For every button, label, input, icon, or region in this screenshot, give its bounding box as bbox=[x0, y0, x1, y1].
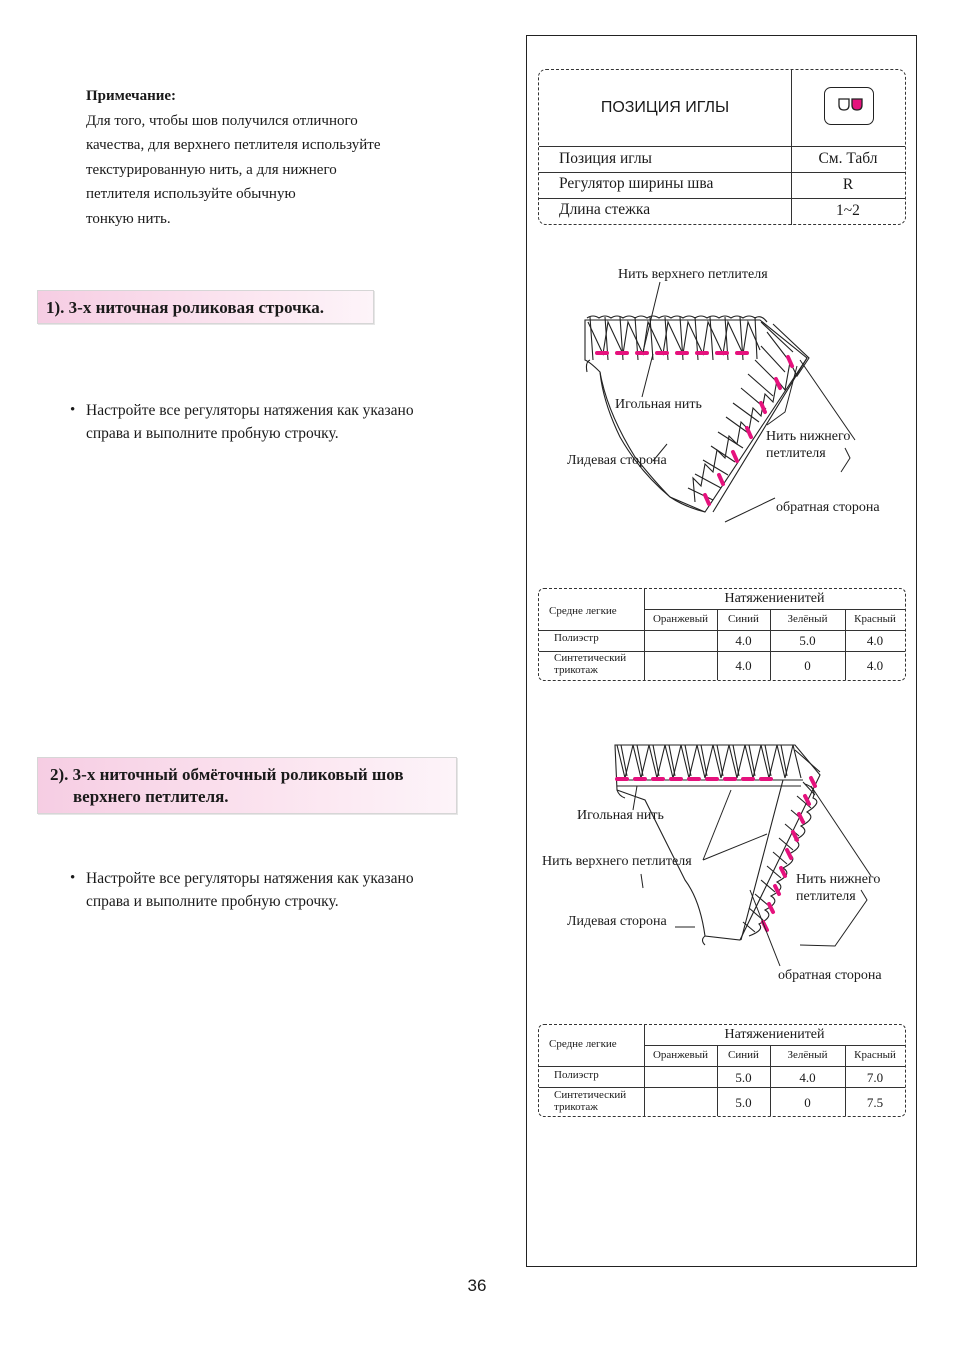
column-orange: Оранжевый bbox=[652, 1049, 709, 1061]
column-green: Зелёный bbox=[787, 1049, 828, 1061]
note-line: петлителя используйте обычную bbox=[86, 186, 296, 202]
tension-value: 0 bbox=[804, 658, 811, 673]
column-green: Зелёный bbox=[787, 613, 828, 625]
column-blue: Синий bbox=[728, 1049, 759, 1061]
table-divider bbox=[539, 630, 905, 631]
instruction-line: справа и выполните пробную строчку. bbox=[86, 425, 339, 442]
table-divider bbox=[539, 1066, 905, 1067]
stitch-width-value: R bbox=[842, 176, 854, 193]
face-side-label: Лидевая сторона bbox=[567, 453, 667, 468]
table-divider bbox=[539, 1087, 905, 1088]
fabric-name-line: трикотаж bbox=[554, 664, 598, 676]
instruction-line: Настройте все регуляторы натяжения как указано bbox=[86, 870, 414, 887]
fabric-polyester: Полиэстр bbox=[554, 632, 599, 644]
needle-position-label: Позиция иглы bbox=[559, 150, 652, 167]
fabric-synthetic-knit bbox=[554, 652, 626, 676]
note-line: тонкую нить. bbox=[86, 210, 171, 227]
stitch-width-label: Регулятор ширины шва bbox=[559, 175, 714, 192]
tension-value: 4.0 bbox=[866, 658, 884, 673]
fabric-polyester: Полиэстр bbox=[554, 1069, 599, 1081]
lower-looper-thread-label-1: Нить нижнего bbox=[796, 872, 881, 887]
table-divider bbox=[539, 172, 905, 173]
fabric-header: Средне легкие bbox=[549, 605, 617, 617]
fabric-name-line: трикотаж bbox=[554, 1101, 598, 1113]
thread-tension-table-1 bbox=[538, 588, 906, 681]
note-line: качества, для верхнего петлителя используйте bbox=[86, 137, 381, 153]
face-side-label: Лидевая сторона bbox=[567, 914, 667, 929]
section-2-heading-line: верхнего петлителя. bbox=[73, 787, 229, 806]
table-divider bbox=[644, 1045, 905, 1046]
overlock-rolled-hem-diagram bbox=[535, 740, 907, 990]
stitch-length-label: Длина стежка bbox=[559, 201, 651, 218]
section-2-heading-line: 2). 3-х ниточный обмёточный роликовый шов bbox=[50, 765, 404, 784]
tension-value: 4.0 bbox=[799, 1070, 816, 1085]
bullet-icon: • bbox=[70, 870, 76, 886]
column-red: Красный bbox=[854, 1049, 896, 1061]
tension-header: Натяжениенитей bbox=[724, 1027, 825, 1042]
lower-looper-thread-label-1: Нить нижнего bbox=[766, 429, 851, 444]
note-line: текстурированную нить, а для нижнего bbox=[86, 161, 337, 178]
instruction-line: Настройте все регуляторы натяжения как указано bbox=[86, 402, 414, 419]
back-side-label: обратная сторона bbox=[778, 968, 882, 983]
stitch-length-value: 1~2 bbox=[836, 202, 860, 219]
tension-value: 4.0 bbox=[866, 633, 884, 648]
tension-value: 5.0 bbox=[799, 633, 816, 648]
note-title: Примечание: bbox=[86, 88, 177, 104]
instruction-line: справа и выполните пробную строчку. bbox=[86, 893, 339, 910]
upper-looper-thread-label: Нить верхнего петлителя bbox=[618, 267, 768, 282]
section-2-heading bbox=[37, 757, 457, 814]
column-blue: Синий bbox=[728, 613, 759, 625]
tension-value: 5.0 bbox=[735, 1095, 752, 1110]
lower-looper-thread-label-2: петлителя bbox=[796, 889, 856, 904]
bullet-icon: • bbox=[70, 402, 76, 418]
tension-value: 7.5 bbox=[866, 1095, 884, 1110]
needle-position-title: ПОЗИЦИЯ ИГЛЫ bbox=[600, 99, 730, 116]
note-line: Для того, чтобы шов получился отличного bbox=[86, 112, 358, 129]
lower-looper-thread-label-2: петлителя bbox=[766, 446, 826, 461]
needle-position-icon bbox=[824, 87, 874, 125]
table-divider bbox=[644, 609, 905, 610]
tension-value: 0 bbox=[804, 1095, 811, 1110]
section-1-instruction bbox=[70, 399, 470, 445]
fabric-name-line: Синтетический bbox=[554, 652, 627, 664]
column-red: Красный bbox=[854, 613, 896, 625]
table-divider bbox=[539, 146, 905, 147]
needle-thread-label: Игольная нить bbox=[615, 397, 702, 412]
upper-looper-thread-label: Нить верхнего петлителя bbox=[542, 854, 692, 869]
needle-position-value: См. Табл bbox=[818, 150, 878, 167]
section-1-heading: 1). 3-х ниточная роликовая строчка. bbox=[37, 290, 374, 324]
thread-tension-table-2 bbox=[538, 1024, 906, 1117]
tension-header: Натяжениенитей bbox=[724, 591, 825, 606]
note-block bbox=[86, 84, 486, 231]
tension-value: 7.0 bbox=[866, 1070, 884, 1085]
column-orange: Оранжевый bbox=[652, 613, 709, 625]
tension-value: 5.0 bbox=[735, 1070, 752, 1085]
section-2-instruction bbox=[70, 867, 470, 913]
fabric-header: Средне легкие bbox=[549, 1038, 617, 1050]
back-side-label: обратная сторона bbox=[776, 500, 880, 515]
needle-thread-label: Игольная нить bbox=[577, 808, 664, 823]
needle-settings-table bbox=[538, 69, 906, 225]
page-number: 36 bbox=[467, 1276, 487, 1295]
fabric-name-line: Синтетический bbox=[554, 1089, 627, 1101]
tension-value: 4.0 bbox=[735, 633, 752, 648]
table-divider bbox=[539, 198, 905, 199]
rolled-hem-diagram bbox=[545, 262, 905, 532]
tension-value: 4.0 bbox=[735, 658, 752, 673]
fabric-synthetic-knit bbox=[554, 1089, 626, 1113]
rolled-hem-illustration bbox=[545, 262, 905, 532]
